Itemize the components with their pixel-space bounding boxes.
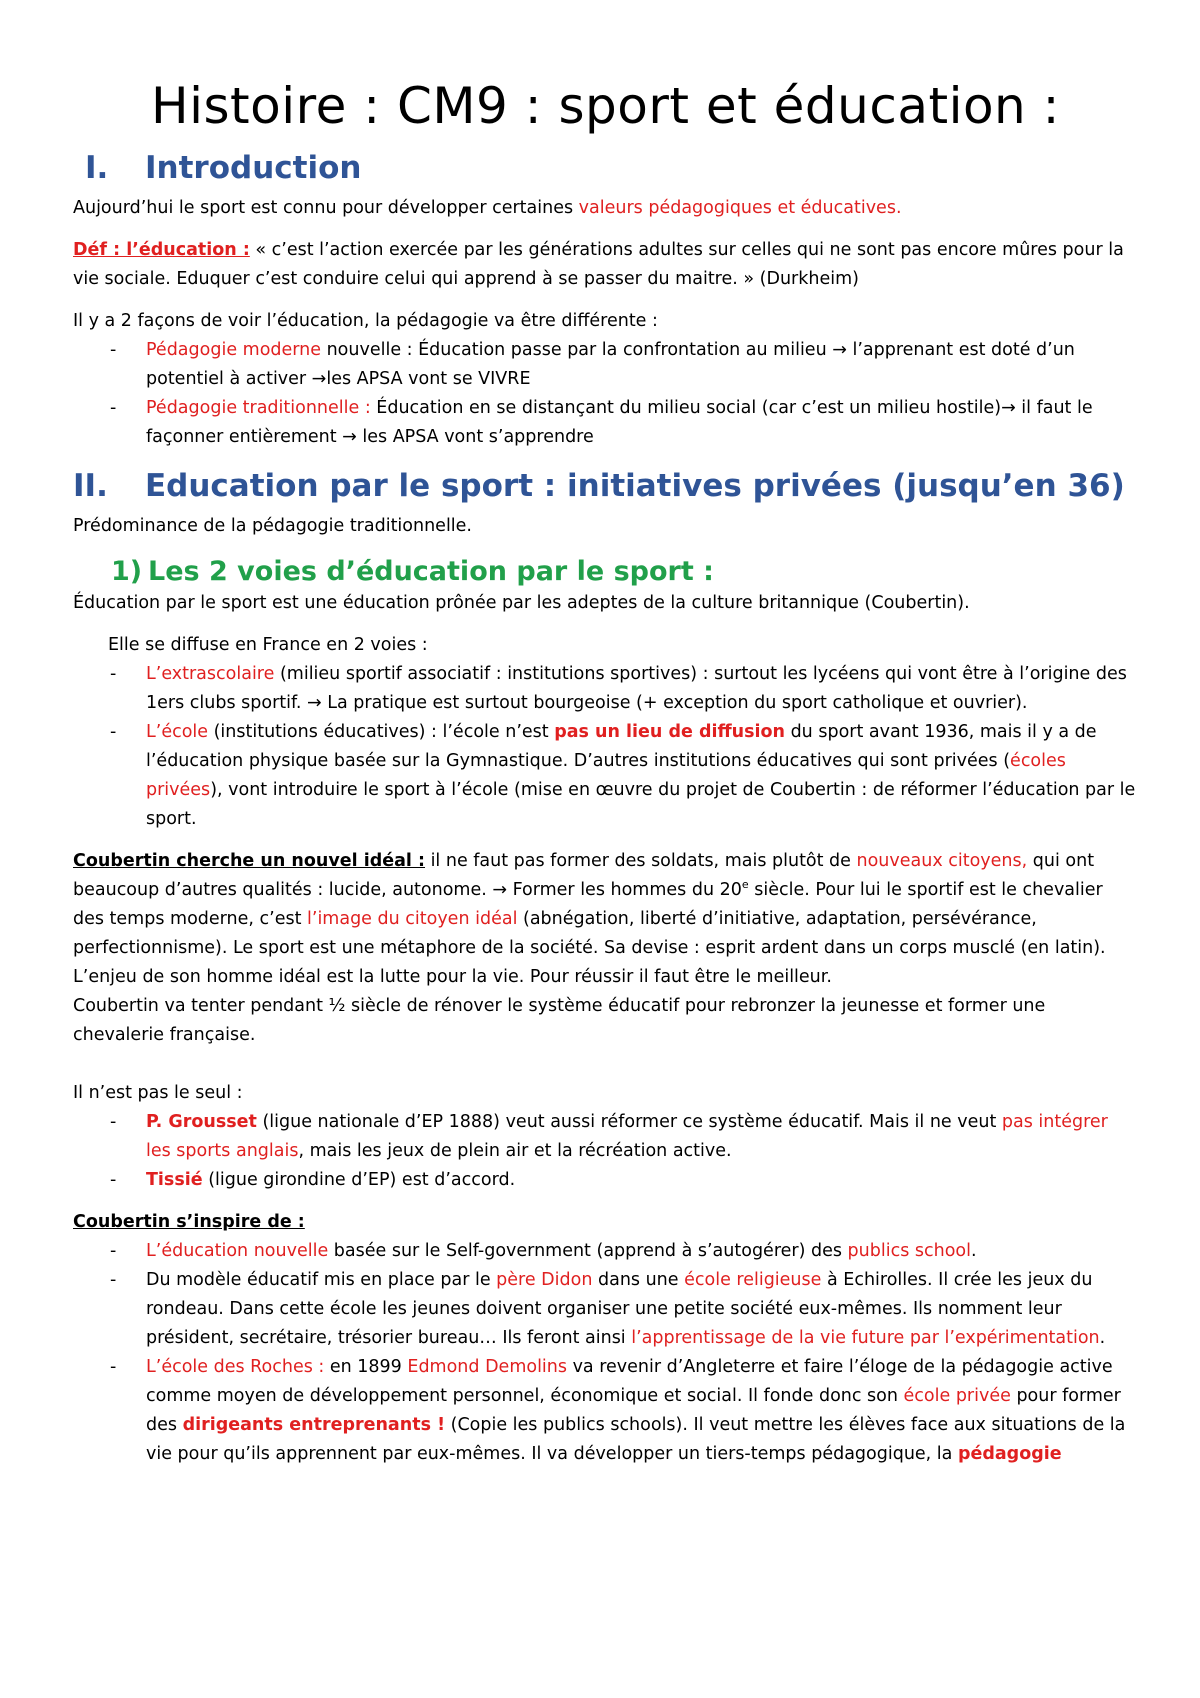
list-item <box>73 660 1138 718</box>
highlight-red: publics school <box>847 1241 971 1261</box>
highlight-red: L’école des Roches : <box>146 1357 325 1377</box>
highlight-red: pas intégrer les sports anglais <box>146 1112 1108 1161</box>
text-run: « c’est l’action exercée par les générations adultes sur celles qui ne sont pas encore mûres pour la vie sociale. Eduquer c’est conduire celui qui apprend à se passer du maitre. » (Durkheim) <box>73 240 1124 289</box>
text-run: Éducation en se distançant du milieu social (car c’est un milieu hostile)→ il faut le façonner entièrement → les APSA vont s’apprendre <box>146 398 1093 447</box>
predominance-paragraph: Prédominance de la pédagogie traditionnelle. <box>73 516 472 536</box>
section-number: II. <box>73 468 108 504</box>
highlight-red: l’apprentissage de la vie future par l’expérimentation <box>631 1328 1100 1348</box>
inspiration-label: Coubertin s’inspire de : <box>73 1212 305 1232</box>
paragraph: Elle se diffuse en France en 2 voies : <box>108 635 428 655</box>
text-run: siècle. Pour lui le sportif est le chevalier des temps moderne, c’est <box>73 880 1103 929</box>
two-ways-paragraph: Il y a 2 façons de voir l’éducation, la pédagogie va être différente : <box>73 311 658 331</box>
list-item <box>73 1166 1138 1195</box>
highlight-red: l’image du citoyen idéal <box>307 909 518 929</box>
text-run: . <box>1099 1328 1106 1348</box>
text-run: (abnégation, liberté d’initiative, adaptation, persévérance, perfectionnisme). Le sport est une métaphore de la société. Sa devise : esprit ardent dans un corps musclé (en latin). <box>73 909 1106 958</box>
text-run: , mais les jeux de plein air et la récréation active. <box>298 1141 732 1161</box>
text-run: (ligue nationale d’EP 1888) veut aussi réformer ce système éducatif. Mais il ne veut <box>256 1112 1002 1132</box>
list-item <box>73 1108 1138 1166</box>
list-item <box>73 1353 1138 1469</box>
highlight-red: nouveaux citoyens, <box>856 851 1028 871</box>
text-run: dans une <box>592 1270 685 1290</box>
subsection-number: 1) <box>111 556 143 587</box>
text-run: nouvelle : Éducation passe par la confrontation au milieu → l’apprenant est doté d’un potentiel à activer →les APSA vont se VIVRE <box>146 340 1075 389</box>
highlight-red-bold: pas un lieu de diffusion <box>554 722 786 742</box>
highlight-red: L’extrascolaire <box>146 664 275 684</box>
highlight-red: L’école <box>146 722 209 742</box>
section-heading-introduction <box>73 148 1138 188</box>
text-run: Aujourd’hui le sport est connu pour développer certaines <box>73 198 579 218</box>
text-run: va revenir d’Angleterre et faire l’éloge de la pédagogie active comme moyen de développement personnel, économique et social. Il fonde donc son <box>146 1357 1113 1406</box>
text-run: (ligue girondine d’EP) est d’accord. <box>202 1170 516 1190</box>
highlight-red-bold: pédagogie <box>957 1444 1062 1464</box>
superscript: e <box>741 878 749 892</box>
section-number: I. <box>85 150 109 186</box>
pedagogy-list <box>73 336 1138 452</box>
text-run: Du modèle éducatif mis en place par le <box>146 1270 497 1290</box>
highlight-red-bold: dirigeants entreprenants ! <box>182 1415 446 1435</box>
section-title: Education par le sport : initiatives privées (jusqu’en 36) <box>145 468 1125 504</box>
definition-paragraph <box>73 236 1138 294</box>
text-run: (institutions éducatives) : l’école n’est <box>208 722 555 742</box>
paragraph: Coubertin va tenter pendant ½ siècle de rénover le système éducatif pour rebronzer la jeunesse et former une chevalerie française. <box>73 996 1046 1045</box>
highlight-red: école religieuse <box>684 1270 822 1290</box>
highlight-red: père Didon <box>496 1270 593 1290</box>
text-run: ), vont introduire le sport à l’école (mise en œuvre du projet de Coubertin : de réformer l’éducation par le sport. <box>146 780 1136 829</box>
highlight-red: Edmond Demolins <box>407 1357 568 1377</box>
text-run: pour former des <box>146 1386 1121 1435</box>
highlight-red: Pédagogie traditionnelle : <box>146 398 371 418</box>
section-heading-education-sport <box>73 466 1138 506</box>
document-content <box>73 72 1138 1469</box>
list-item <box>73 336 1138 394</box>
text-run: basée sur le Self-government (apprend à s’autogérer) des <box>328 1241 848 1261</box>
inspiration-list <box>73 1237 1138 1469</box>
highlight-red-bold: Tissié <box>146 1170 203 1190</box>
paragraph: Il n’est pas le seul : <box>73 1083 243 1103</box>
text-run: qui ont beaucoup d’autres qualités : lucide, autonome. → Former les hommes du 20 <box>73 851 1095 900</box>
highlight-red-bold: P. Grousset <box>146 1112 257 1132</box>
text-run: à Echirolles. Il crée les jeux du rondeau. Dans cette école les jeunes doivent organiser une petite société eux-mêmes. Ils nomment leur président, secrétaire, trésorier bureau… Ils feront ainsi <box>146 1270 1093 1348</box>
underlined-label: Coubertin cherche un nouvel idéal : <box>73 851 425 871</box>
voies-list <box>73 660 1138 834</box>
highlight-red: écoles privées <box>146 751 1066 800</box>
list-item <box>73 1266 1138 1353</box>
text-run: (Copie les publics schools). Il veut mettre les élèves face aux situations de la vie pour qu’ils apprennent par eux-mêmes. Il va développer un tiers-temps pédagogique, la <box>146 1415 1126 1464</box>
text-run: du sport avant 1936, mais il y a de l’éducation physique basée sur la Gymnastique. D’autres institutions éducatives qui sont privées ( <box>146 722 1097 771</box>
highlight-red: Pédagogie moderne <box>146 340 322 360</box>
text-run: en 1899 <box>324 1357 408 1377</box>
list-item <box>73 1237 1138 1266</box>
list-item <box>73 394 1138 452</box>
text-run: . <box>971 1241 977 1261</box>
definition-label: Déf : l’éducation : <box>73 240 250 260</box>
text-run: (milieu sportif associatif : institutions sportives) : surtout les lycéens qui vont être à l’origine des 1ers clubs sportif. → La pratique est surtout bourgeoise (+ exception du sport catholique et ouvrier). <box>146 664 1127 713</box>
intro-paragraph <box>73 194 1138 223</box>
paragraph: Éducation par le sport est une éducation prônée par les adeptes de la culture britannique (Coubertin). <box>73 593 970 613</box>
others-list <box>73 1108 1138 1195</box>
highlight-red: école privée <box>903 1386 1011 1406</box>
list-item <box>73 718 1138 834</box>
text-run: il ne faut pas former des soldats, mais plutôt de <box>425 851 857 871</box>
subsection-heading <box>73 555 1138 589</box>
highlight-red: valeurs pédagogiques et éducatives. <box>578 198 902 218</box>
highlight-red: L’éducation nouvelle <box>146 1241 329 1261</box>
subsection-title: Les 2 voies d’éducation par le sport : <box>148 556 714 587</box>
section-title: Introduction <box>145 150 362 186</box>
coubertin-paragraph <box>73 847 1138 963</box>
page-title: Histoire : CM9 : sport et éducation : <box>150 77 1060 135</box>
paragraph: L’enjeu de son homme idéal est la lutte pour la vie. Pour réussir il faut être le meilleur. <box>73 967 832 987</box>
